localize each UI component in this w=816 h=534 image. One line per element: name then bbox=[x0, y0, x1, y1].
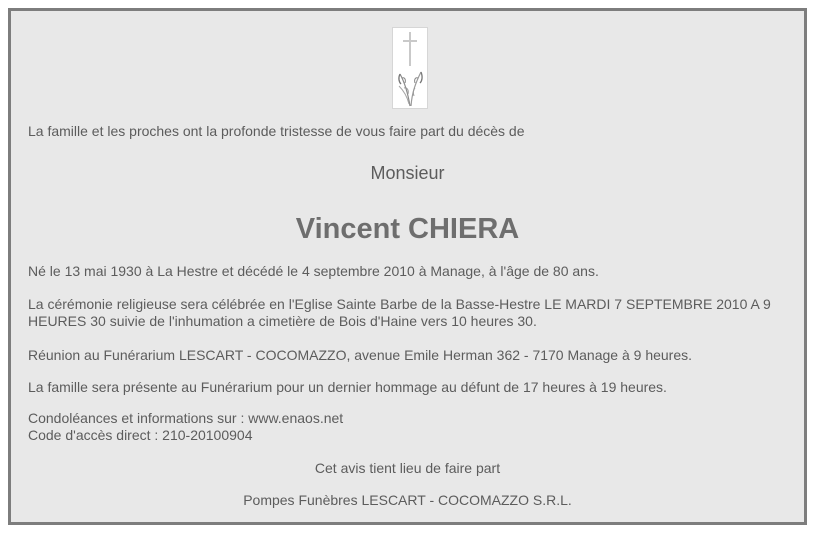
funeral-home-name: Pompes Funèbres LESCART - COCOMAZZO S.R.L. bbox=[243, 492, 572, 508]
intro-text: La famille et les proches ont la profonde tristesse de vous faire part du décès de bbox=[28, 123, 525, 139]
access-code-text: Code d'accès direct : 210-20100904 bbox=[28, 427, 253, 443]
birth-death-text: Né le 13 mai 1930 à La Hestre et décédé le 4 septembre 2010 à Manage, à l'âge de 80 ans. bbox=[28, 263, 599, 279]
reunion-text: Réunion au Funérarium LESCART - COCOMAZZO, avenue Emile Herman 362 - 7170 Manage à 9 heures. bbox=[28, 347, 693, 363]
condolences-text: Condoléances et informations sur : www.enaos.net bbox=[28, 410, 344, 426]
cross-with-wheat-icon bbox=[392, 27, 428, 109]
obituary-card bbox=[8, 8, 807, 525]
ceremony-text: La cérémonie religieuse sera célébrée en l'Eglise Sainte Barbe de la Basse-Hestre LE MARDI 7 SEPTEMBRE 2010 A 9 HEURES 30 suivie de l'inhumation a cimetière de Bois d'Haine vers 10 heures 30. bbox=[28, 296, 771, 329]
deceased-name: Vincent CHIERA bbox=[295, 213, 520, 245]
civility-title: Monsieur bbox=[370, 163, 445, 183]
presence-text: La famille sera présente au Funérarium pour un dernier hommage au défunt de 17 heures à 19 heures. bbox=[28, 379, 667, 395]
notice-statement: Cet avis tient lieu de faire part bbox=[314, 460, 501, 476]
